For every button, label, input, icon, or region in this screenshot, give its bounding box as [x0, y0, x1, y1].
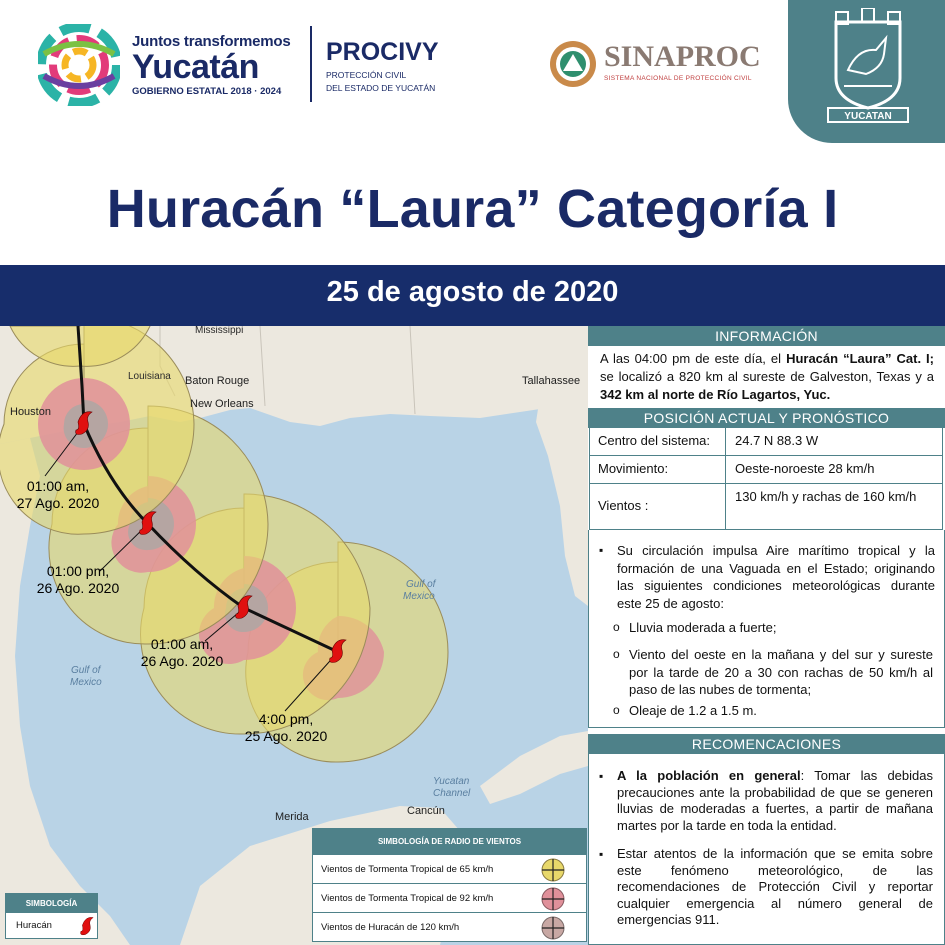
wind-radius-120-icon	[540, 915, 566, 941]
map-label-gulf-left-1: Gulf of	[71, 665, 101, 676]
legend-symbology-row	[6, 913, 97, 931]
sinaproc-wordmark	[604, 40, 761, 82]
map-label-gulf-right-2: Mexico	[403, 591, 435, 602]
position-key: Vientos :	[598, 498, 649, 513]
procivy-wordmark	[326, 38, 439, 93]
condition-item: o Oleaje de 1.2 a 1.5 m.	[613, 702, 933, 720]
hurricane-symbol-icon	[78, 916, 96, 936]
map-label-yucatan-1: Yucatan	[433, 776, 470, 787]
legend-symbology-heading: SIMBOLOGÍA	[6, 894, 97, 913]
legend-hurricane-label: Huracán	[16, 920, 52, 931]
forecast-date: 26 Ago. 2020	[140, 653, 224, 669]
position-row-movimiento	[589, 456, 943, 484]
conditions-section	[588, 530, 945, 728]
position-key: Centro del sistema:	[598, 433, 710, 448]
juntos-line1: Juntos transformemos	[132, 33, 291, 50]
forecast-label-25-pm	[236, 711, 336, 745]
recommendations-section	[588, 754, 945, 945]
crest-label: YUCATAN	[844, 111, 892, 122]
map-label-louisiana: Louisiana	[128, 371, 171, 382]
sinaproc-sub: SISTEMA NACIONAL DE PROTECCIÓN CIVIL	[604, 75, 752, 82]
page-title: Huracán “Laura” Categoría I	[106, 179, 839, 239]
forecast-date: 27 Ago. 2020	[16, 495, 100, 511]
rec1-rest: : Tomar las debidas precauciones ante la probabilidad de que se generen lluvias de moderadas a fuertes, a partir de mañana martes por la tarde en toda la entidad.	[617, 768, 933, 833]
procivy-title: PROCIVY	[326, 38, 439, 66]
legend-wind-label: Vientos de Tormenta Tropical de 92 km/h	[321, 893, 494, 904]
info-paragraph	[600, 350, 934, 404]
juntos-yucatan-wordmark	[132, 33, 291, 97]
map-label-cancun: Cancún	[407, 805, 445, 817]
legend-wind-radius-heading: SIMBOLOGÍA DE RADIO DE VIENTOS	[313, 829, 586, 854]
map-label-tallahassee: Tallahassee	[522, 375, 581, 387]
condition-item: o Lluvia moderada a fuerte;	[613, 619, 933, 637]
position-value: 130 km/h y rachas de 160 km/h	[735, 489, 917, 504]
recommendation-item: ▪ Estar atentos de la información que se emita sobre este fenómeno meteorológico, de las recomendaciones de Protección Civil y reportar cualquier emergencia al número general de emergencias 911.	[599, 846, 933, 929]
header-divider	[310, 26, 312, 102]
yucatan-crest-icon	[826, 8, 910, 124]
juntos-yucatan-logo-icon	[38, 24, 120, 106]
date-text: 25 de agosto de 2020	[326, 276, 619, 308]
info-part-4: 342 km al norte de Río Lagartos, Yuc.	[600, 387, 831, 402]
wind-radius-92-icon	[540, 886, 566, 912]
forecast-date: 25 Ago. 2020	[244, 728, 328, 744]
section-heading-posicion: POSICIÓN ACTUAL Y PRONÓSTICO	[588, 408, 945, 428]
legend-wind-radius	[312, 828, 587, 942]
recommendation-item	[599, 768, 933, 834]
map-label-gulf-right-1: Gulf of	[406, 579, 436, 590]
map-label-gulf-left-2: Mexico	[70, 677, 102, 688]
forecast-time: 01:00 am,	[26, 478, 90, 494]
sinaproc-logo-icon	[548, 39, 598, 89]
procivy-sub1: PROTECCIÓN CIVIL	[326, 70, 407, 80]
sinaproc-title: SINAPROC	[604, 40, 761, 73]
juntos-line3: GOBIERNO ESTATAL 2018 · 2024	[132, 86, 282, 97]
forecast-label-26-am	[132, 636, 232, 670]
map-label-houston: Houston	[10, 406, 51, 418]
rec1-bold: A la población en general	[617, 768, 801, 783]
map-label-new-orleans: New Orleans	[190, 398, 254, 410]
legend-wind-row-65	[313, 854, 586, 883]
legend-symbology	[5, 893, 98, 939]
map-label-baton-rouge: Baton Rouge	[185, 375, 250, 387]
map-label-yucatan-2: Channel	[433, 788, 471, 799]
cell-divider	[725, 456, 726, 483]
info-part-2: Huracán “Laura” Cat. I;	[786, 351, 935, 366]
info-panel	[588, 326, 945, 945]
legend-wind-label: Vientos de Huracán de 120 km/h	[321, 922, 460, 933]
position-row-centro	[589, 428, 943, 456]
forecast-label-27-am	[8, 478, 108, 512]
info-part-1: A las 04:00 pm de este día, el	[600, 351, 787, 366]
header	[0, 0, 945, 150]
wind-radius-65-icon	[540, 857, 566, 883]
conditions-bullet: ▪ Su circulación impulsa Aire marítimo tropical y la formación de una Vaguada en el Estado; originando las siguientes condiciones meteorológicas durante este 25 de agosto:	[599, 542, 935, 612]
section-heading-informacion: INFORMACIÓN	[588, 326, 945, 346]
forecast-date: 26 Ago. 2020	[36, 580, 120, 596]
juntos-line2: Yucatán	[132, 48, 259, 86]
map-label-mississippi: Mississippi	[195, 326, 244, 336]
map-label-merida: Merida	[275, 811, 309, 823]
position-value: 24.7 N 88.3 W	[735, 433, 819, 448]
position-row-vientos	[589, 484, 943, 530]
forecast-label-26-pm	[28, 563, 128, 597]
procivy-sub2: DEL ESTADO DE YUCATÁN	[326, 83, 436, 93]
position-key: Movimiento:	[598, 461, 669, 476]
cell-divider	[725, 428, 726, 455]
forecast-time: 4:00 pm,	[258, 711, 314, 727]
legend-wind-row-92	[313, 883, 586, 912]
info-part-3: se localizó a 820 km al sureste de Galveston, Texas y a	[600, 369, 934, 384]
forecast-time: 01:00 pm,	[46, 563, 110, 579]
legend-wind-row-120	[313, 912, 586, 941]
forecast-time: 01:00 am,	[150, 636, 214, 652]
condition-item: o Viento del oeste en la mañana y del sur y sureste por la tarde de 20 a 30 con rachas de 50 km/h al paso de las nubes de tormenta;	[613, 646, 933, 699]
position-value: Oeste-noroeste 28 km/h	[735, 461, 875, 476]
cell-divider	[725, 484, 726, 529]
section-heading-recomendaciones: RECOMENCACIONES	[588, 734, 945, 754]
legend-wind-label: Vientos de Tormenta Tropical de 65 km/h	[321, 864, 494, 875]
